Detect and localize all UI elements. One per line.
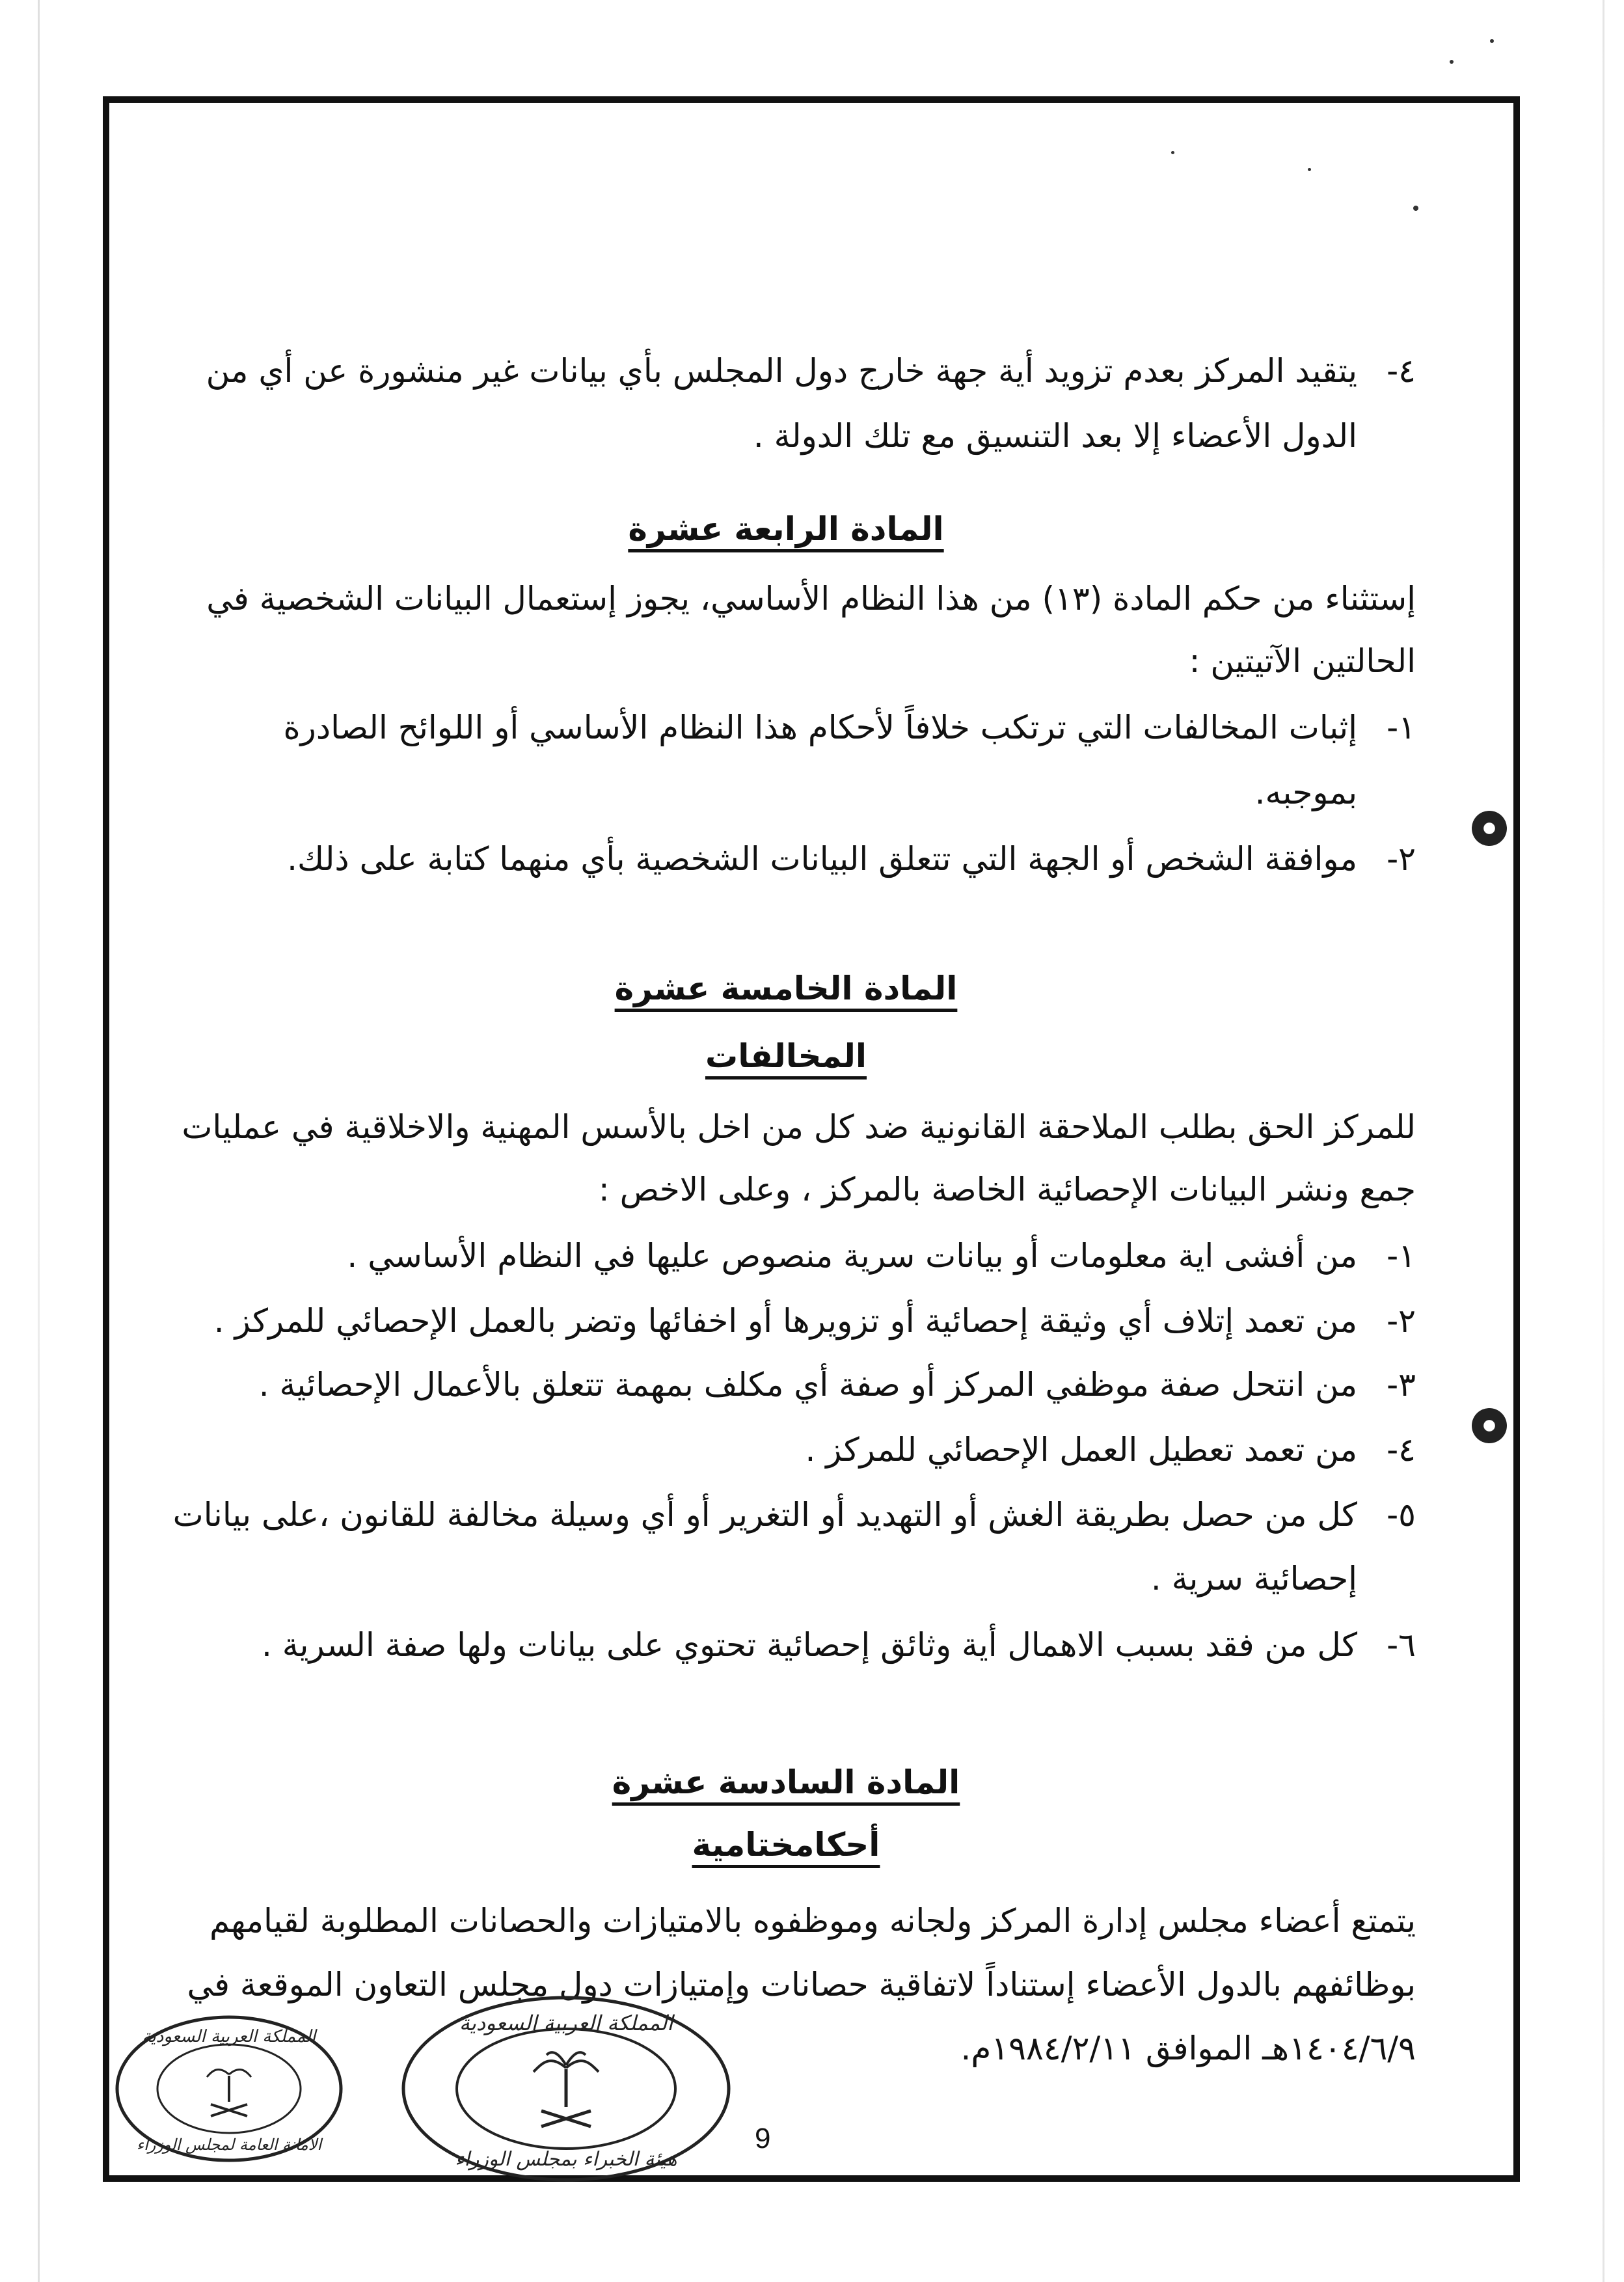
article16-line2: بوظائفهم بالدول الأعضاء إستناداً لاتفاقية حصانات وإمتيازات دول مجلس التعاون الموقعة في (187, 1966, 1416, 2004)
list-item: ٦-كل من فقد بسبب الاهمال أية وثائق إحصائية تحتوي على بيانات ولها صفة السرية . (261, 1626, 1416, 1664)
official-seal-left (112, 2011, 346, 2167)
article14-intro-line2: الحالتين الآتيتين : (1189, 642, 1416, 680)
palm-swords-emblem-icon (534, 2052, 599, 2126)
page-number: 9 (755, 2123, 771, 2154)
official-seal-right (397, 1991, 735, 2186)
article14-heading: المادة الرابعة عشرة (628, 510, 944, 548)
article16-line3: ١٤٠٤/٦/٩هـ الموافق ١٩٨٤/٢/١١م. (960, 2030, 1416, 2067)
article15-heading: المادة الخامسة عشرة (614, 970, 958, 1007)
list-item: ٣-من انتحل صفة موظفي المركز أو صفة أي مكلف بمهمة تتعلق بالأعمال الإحصائية . (258, 1366, 1416, 1404)
article15-subheading: المخالفات (705, 1037, 867, 1075)
svg-text:هيئة الخبراء بمجلس الوزراء: هيئة الخبراء بمجلس الوزراء (455, 2148, 677, 2171)
svg-text:المملكة العربية السعودية: المملكة العربية السعودية (142, 2027, 316, 2046)
scan-speck (1490, 39, 1494, 43)
item-number: ٤- (1387, 352, 1416, 390)
article16-subheading: أحكامختامية (692, 1826, 880, 1864)
article15-intro-line2: جمع ونشر البيانات الإحصائية الخاصة بالمركز ، وعلى الاخص : (598, 1171, 1416, 1208)
punch-hole (1472, 811, 1507, 846)
list-item: ٢-موافقة الشخص أو الجهة التي تتعلق البيانات الشخصية بأي منهما كتابة على ذلك. (287, 840, 1416, 878)
scan-speck (1450, 60, 1454, 64)
scan-edge-right (1603, 0, 1604, 2282)
svg-text:الأمانة العامة لمجلس الوزراء: الأمانة العامة لمجلس الوزراء (136, 2136, 322, 2154)
list-item-continuation: إحصائية سرية . (1150, 1560, 1357, 1597)
article16-heading: المادة السادسة عشرة (612, 1763, 960, 1801)
list-item: ٥-كل من حصل بطريقة الغش أو التهديد أو التغرير أو أي وسيلة مخالفة للقانون ،على بيانات (172, 1496, 1416, 1534)
list-item: ٢-من تعمد إتلاف أي وثيقة إحصائية أو تزويرها أو اخفائها وتضر بالعمل الإحصائي للمركز . (213, 1302, 1416, 1340)
item4-line2: الدول الأعضاء إلا بعد التنسيق مع تلك الدولة . (753, 417, 1357, 455)
article14-intro-line1: إستثناء من حكم المادة (١٣) من هذا النظام الأساسي، يجوز إستعمال البيانات الشخصية في (206, 580, 1416, 618)
list-item: ١-من أفشى اية معلومات أو بيانات سرية منصوص عليها في النظام الأساسي . (347, 1237, 1416, 1275)
palm-swords-emblem-icon (207, 2069, 251, 2116)
scan-edge-left (38, 0, 40, 2282)
article16-line1: يتمتع أعضاء مجلس إدارة المركز ولجانه وموظفوه بالامتيازات والحصانات المطلوبة لقيامهم (209, 1902, 1416, 1940)
article15-intro-line1: للمركز الحق بطلب الملاحقة القانونية ضد كل من اخل بالأسس المهنية والاخلاقية في عمليات (182, 1108, 1416, 1146)
svg-text:المملكة العربية السعودية: المملكة العربية السعودية (459, 2011, 673, 2035)
list-item-continuation: بموجبه. (1254, 774, 1357, 811)
list-item: ١-إثبات المخالفات التي ترتكب خلافاً لأحكام هذا النظام الأساسي أو اللوائح الصادرة (283, 709, 1416, 746)
item4-line1: ٤-يتقيد المركز بعدم تزويد أية جهة خارج دول المجلس بأي بيانات غير منشورة عن أي من (156, 345, 1416, 397)
punch-hole (1472, 1408, 1507, 1443)
list-item: ٤-من تعمد تعطيل العمل الإحصائي للمركز . (805, 1431, 1416, 1469)
